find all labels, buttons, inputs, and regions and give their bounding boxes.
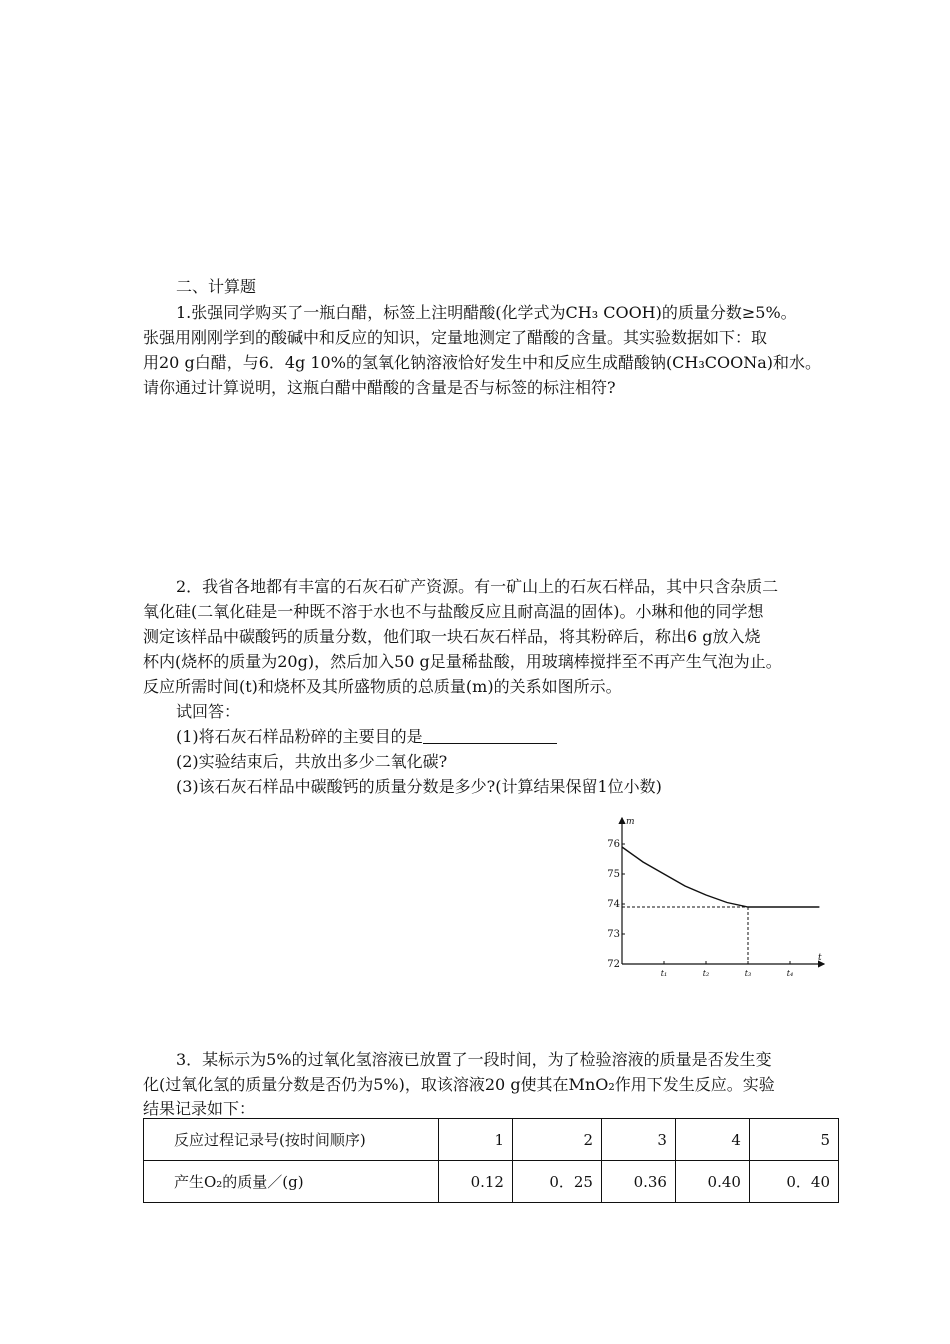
y-axis-label: m (626, 817, 635, 827)
q1-line-2: 张强用刚刚学到的酸碱中和反应的知识，定量地测定了醋酸的含量。其实验数据如下：取 (143, 328, 768, 347)
y-tick-label: 74 (607, 899, 620, 910)
record-number-header: 反应过程记录号(按时间顺序) (144, 1119, 439, 1161)
y-tick-label: 76 (607, 839, 620, 850)
q2-sub-question-1 (176, 727, 557, 747)
answer-blank[interactable] (423, 728, 557, 744)
table-cell: 0.40 (675, 1161, 749, 1203)
x-axis-label: t (818, 953, 822, 963)
q2-line-3: 测定该样品中碳酸钙的质量分数，他们取一块石灰石样品，将其粉碎后，称出6 g放入烧 (143, 627, 761, 646)
q2-prompt: 试回答： (176, 702, 241, 721)
q2-sub-question-2: (2)实验结束后，共放出多少二氧化碳? (176, 752, 448, 771)
table-cell: 5 (749, 1119, 838, 1161)
q2-line-1: 2．我省各地都有丰富的石灰石矿产资源。有一矿山上的石灰石样品，其中只含杂质二 (176, 577, 779, 596)
q2-line-5: 反应所需时间(t)和烧杯及其所盛物质的总质量(m)的关系如图所示。 (143, 677, 622, 696)
mass-curve (622, 847, 819, 907)
q3-line-2: 化(过氧化氢的质量分数是否仍为5%)，取该溶液20 g使其在MnO₂作用下发生反应。实验 (143, 1075, 775, 1094)
oxygen-mass-header: 产生O₂的质量／(g) (144, 1161, 439, 1203)
q1-line-4: 请你通过计算说明，这瓶白醋中醋酸的含量是否与标签的标注相符? (143, 378, 616, 397)
table-cell: 0.36 (601, 1161, 675, 1203)
data-series (622, 847, 819, 907)
x-tick-label: t₂ (702, 969, 710, 978)
chart-axes (622, 817, 824, 964)
q1-line-1: 1.张强同学购买了一瓶白醋，标签上注明醋酸(化学式为CH₃ COOH)的质量分数≥5%。 (176, 303, 797, 322)
table-cell: 0．40 (749, 1161, 838, 1203)
section-heading: 二、计算题 (176, 277, 257, 296)
table-cell: 0．25 (512, 1161, 601, 1203)
q2-line-2: 氧化硅(二氧化硅是一种既不溶于水也不与盐酸反应且耐高温的固体)。小琳和他的同学想 (143, 602, 764, 621)
y-tick-label: 75 (607, 869, 620, 880)
table-cell: 3 (601, 1119, 675, 1161)
table-row (144, 1161, 839, 1203)
reference-lines (622, 907, 748, 964)
q2-sub-question-3: (3)该石灰石样品中碳酸钙的质量分数是多少?(计算结果保留1位小数) (176, 777, 662, 796)
table-cell: 0.12 (439, 1161, 513, 1203)
table-cell: 2 (512, 1119, 601, 1161)
y-tick-label: 72 (607, 959, 620, 970)
mass-time-chart (602, 812, 830, 984)
x-tick-label: t₁ (660, 969, 668, 978)
q2-line-4: 杯内(烧杯的质量为20g)，然后加入50 g足量稀盐酸，用玻璃棒搅拌至不再产生气泡为止。 (143, 652, 782, 671)
table-row (144, 1119, 839, 1161)
x-tick-label: t₃ (744, 969, 752, 978)
q3-line-1: 3．某标示为5%的过氧化氢溶液已放置了一段时间，为了检验溶液的质量是否发生变 (176, 1050, 772, 1069)
x-tick-label: t₄ (786, 969, 794, 978)
results-table (143, 1118, 839, 1203)
table-cell: 1 (439, 1119, 513, 1161)
q3-line-3: 结果记录如下： (143, 1099, 256, 1118)
y-tick-label: 73 (607, 929, 620, 940)
q1-line-3: 用20 g白醋，与6．4g 10%的氢氧化钠溶液恰好发生中和反应生成醋酸钠(CH₃COONa)和水。 (143, 353, 822, 372)
q2-sub-question-1-text: (1)将石灰石样品粉碎的主要目的是 (176, 727, 423, 746)
table-cell: 4 (675, 1119, 749, 1161)
